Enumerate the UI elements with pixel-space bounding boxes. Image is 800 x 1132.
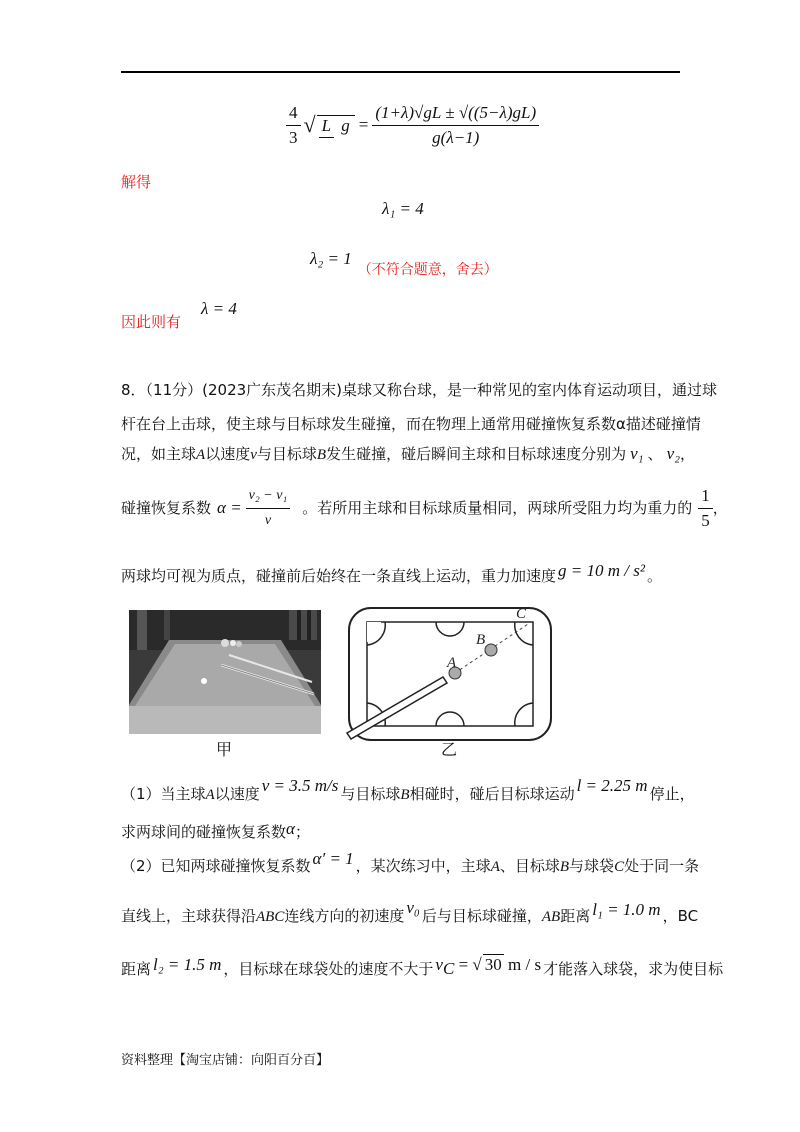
lambda2-equation: λ₂ = 1 [310, 249, 352, 268]
frac-4-3: $\frac{4}{3}$ [286, 103, 301, 148]
figure-label-yi: 乙 [441, 740, 458, 759]
problem-line-4: 碰撞恢复系数 α = $\frac{\text{v₂ − v₁}}{v}$ 。若所用主球和目标球质量相同，两球所受阻力均为重力的 $\frac{1}{5}$ ， [121, 485, 728, 530]
problem-line-5: 两球均可视为质点，碰撞前后始终在一条直线上运动，重力加速度 g = 10 m / s² 。 [121, 561, 662, 585]
q1-line-2: 求两球间的碰撞恢复系数α； [121, 819, 310, 841]
solve-label: 解得 [121, 173, 152, 191]
lambda2-line [310, 249, 498, 278]
billiards-photo [129, 610, 321, 734]
lambda2-note: （不符合题意，舍去） [357, 262, 498, 278]
pocket-C-label: C [516, 606, 527, 622]
problem-line-3: 况，如主球A以速度v与目标球B发生碰撞，碰后瞬间主球和目标球速度分别为 v₁ 、 v₂， [121, 444, 696, 463]
lambda-final-equation: λ = 4 [201, 299, 237, 318]
billiards-photo-svg [129, 610, 321, 734]
vc-equation: $v_C$ = √ 30 m / s [435, 955, 542, 978]
pool-table-diagram [345, 605, 555, 745]
q1-line-1: （1）当主球A以速度 v = 3.5 m/s 与目标球B相碰时，碰后目标球运动 l = 2.25 m 停止， [121, 776, 695, 803]
lambda1-equation: λ₁ = 4 [382, 199, 424, 218]
one-fifth-fraction: $\frac{1}{5}$ [698, 486, 713, 531]
frac-rhs: $\frac{(1+\lambda)√gL \pm √((5-\lambda)gL)}{g(\lambda-1)}$ [372, 103, 539, 148]
q2-line-3: 距离 l₂ = 1.5 m ，目标球在球袋处的速度不大于 $v_C$ = √ 30 m / s 才能落入球袋，求为使目标 [121, 955, 724, 978]
equals-sign: = [358, 115, 369, 134]
sqrt-sign: √ [303, 112, 316, 137]
ball-B-label: B [476, 632, 486, 648]
frac-L-g: L g [317, 115, 355, 136]
figure-label-jia: 甲 [216, 740, 233, 759]
q2-line-1: （2）已知两球碰撞恢复系数 α′ = 1 ，某次练习中，主球A、目标球B与球袋C处于同一条 [121, 849, 700, 875]
alpha-fraction: $\frac{\text{v₂ − v₁}}{v}$ [246, 486, 291, 531]
footer-note: 资料整理【淘宝店铺：向阳百分百】 [121, 1053, 330, 1068]
problem-line-2: 杆在台上击球，使主球与目标球发生碰撞，而在物理上通常用碰撞恢复系数α描述碰撞情 [121, 415, 701, 433]
equation-top [286, 95, 539, 155]
q2-line-2: 直线上，主球获得沿ABC连线方向的初速度 v₀ 后与目标球碰撞，AB距离 l₁ = 1.0 m ，BC [121, 898, 699, 925]
pool-table-svg [345, 605, 555, 745]
therefore-label: 因此则有 [121, 313, 182, 331]
ball-A-label: A [447, 655, 457, 671]
header-rule [121, 71, 680, 73]
problem-line-1: 8．（11分）(2023广东茂名期末)桌球又称台球，是一种常见的室内体育运动项目，通过球 [121, 381, 718, 399]
